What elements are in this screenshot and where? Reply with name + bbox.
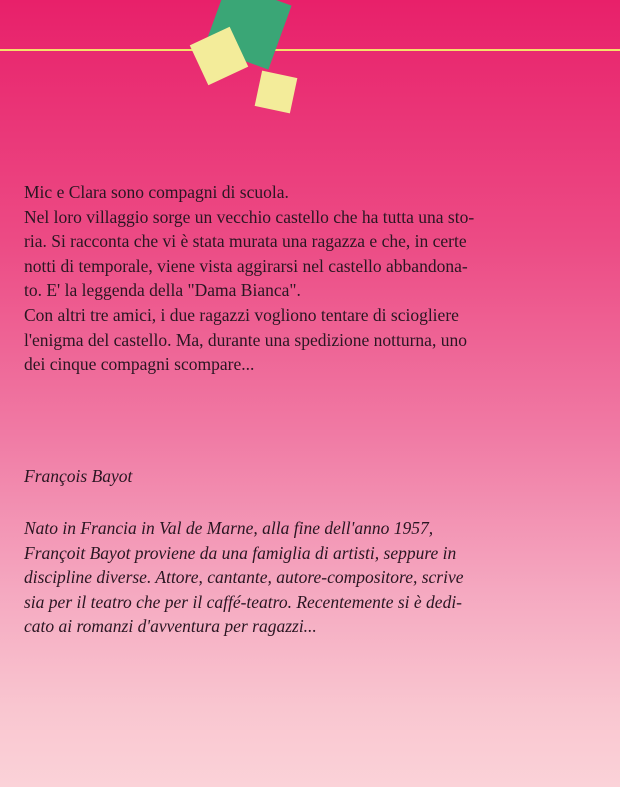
bio-line: cato ai romanzi d'avventura per ragazzi... (24, 616, 317, 637)
story-summary (24, 180, 610, 377)
story-line: notti di temporale, viene vista aggirarsi nel castello abbandona- (24, 255, 468, 276)
bio-line: Nato in Francia in Val de Marne, alla fine dell'anno 1957, (24, 518, 434, 538)
story-line: ria. Si racconta che vi è stata murata una ragazza e che, in certe (24, 231, 467, 252)
story-line: l'enigma del castello. Ma, durante una spedizione notturna, uno (24, 329, 467, 350)
bio-line: sia per il teatro che per il caffé-teatro. Recentemente si è dedi- (24, 591, 463, 612)
story-line: Con altri tre amici, i due ragazzi vogliono tentare di sciogliere (24, 304, 459, 325)
bio-line: discipline diverse. Attore, cantante, autore-compositore, scrive (24, 567, 464, 588)
story-line: Mic e Clara sono compagni di scuola. (24, 182, 289, 202)
story-line: Nel loro villaggio sorge un vecchio castello che ha tutta una sto- (24, 206, 475, 227)
yellow-square-decoration-small (255, 71, 298, 114)
author-name: François Bayot (24, 466, 133, 486)
author-bio (24, 516, 594, 639)
story-line: dei cinque compagni scompare... (24, 354, 255, 375)
story-line: to. E' la leggenda della "Dama Bianca". (24, 280, 301, 301)
bio-line: Françoit Bayot proviene da una famiglia di artisti, seppure in (24, 542, 457, 563)
yellow-rule (0, 49, 620, 51)
